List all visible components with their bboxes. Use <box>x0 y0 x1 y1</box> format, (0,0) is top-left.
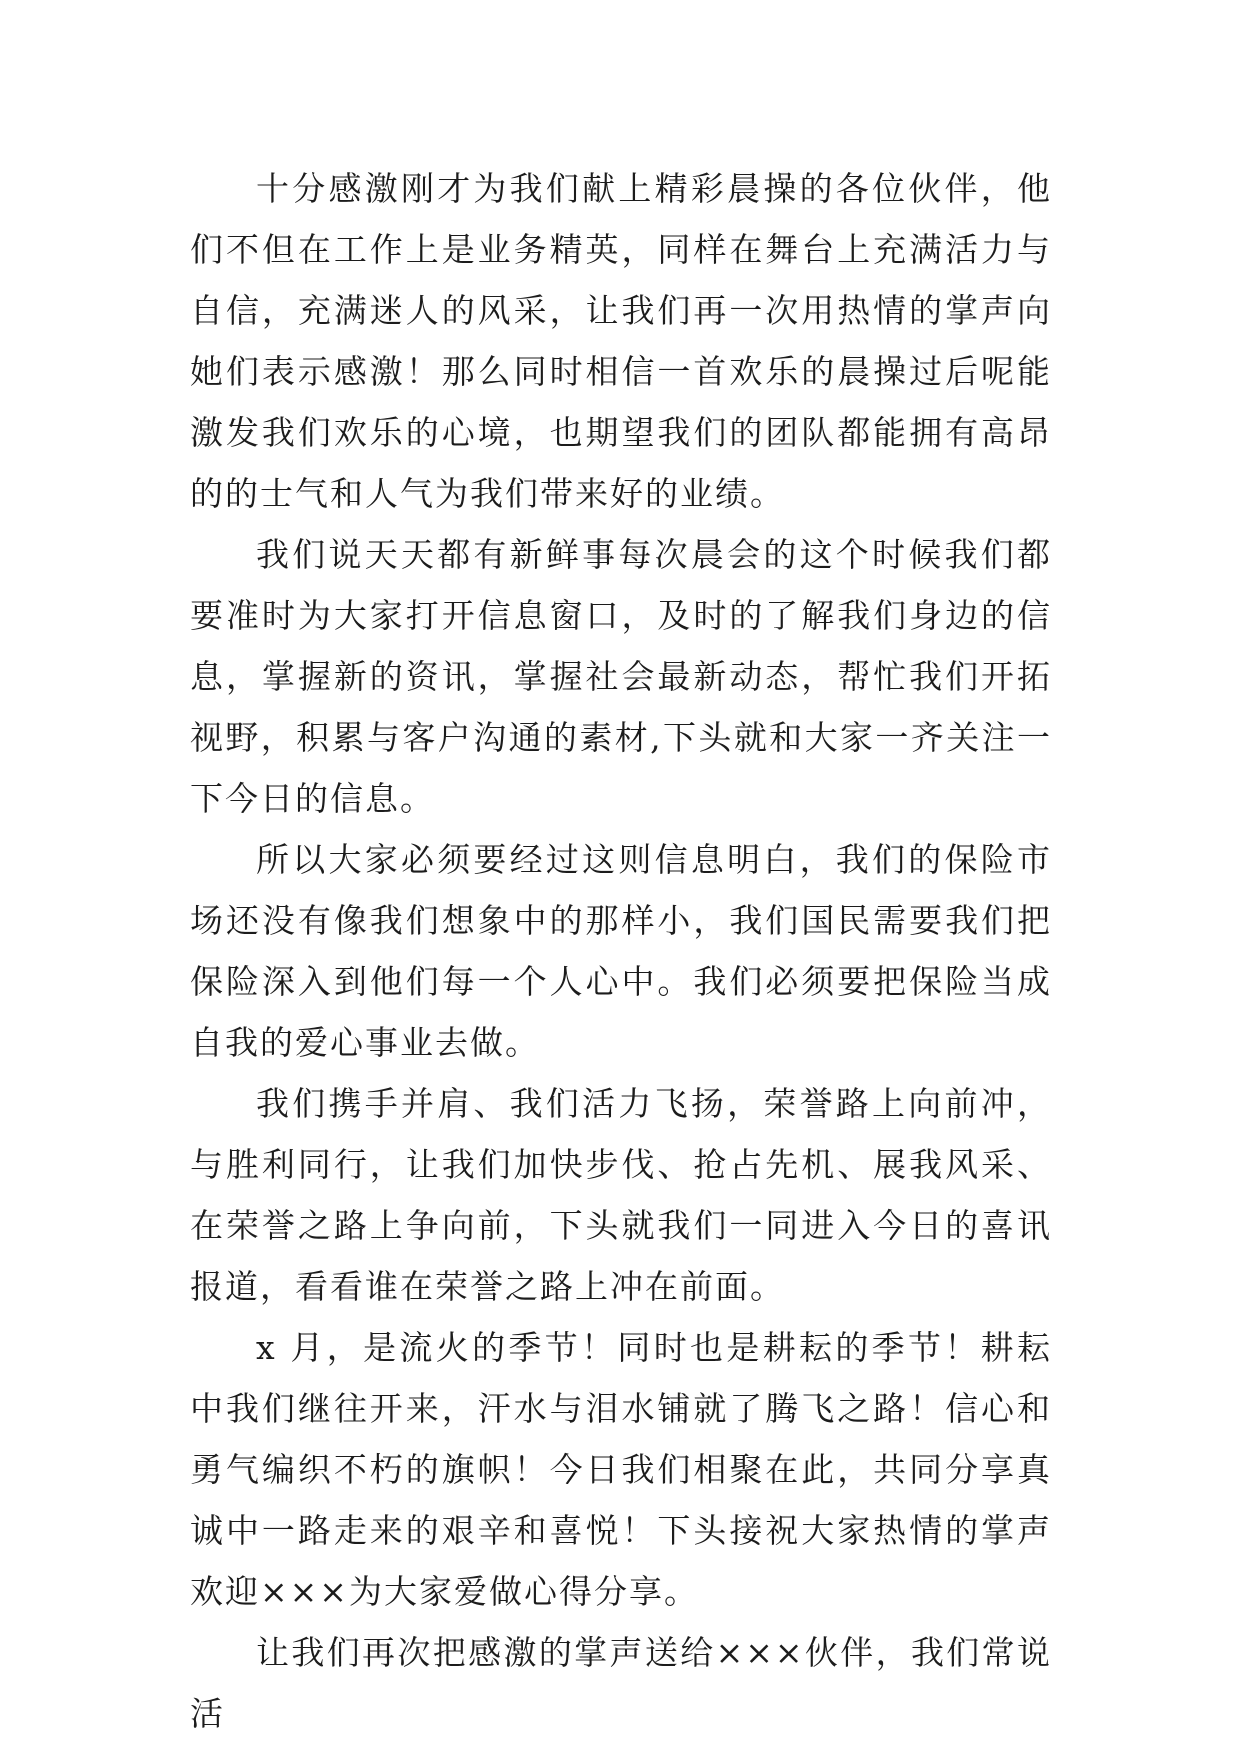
paragraph-1: 十分感激刚才为我们献上精彩晨操的各位伙伴，他们不但在工作上是业务精英，同样在舞台上充满活力与自信，充满迷人的风采，让我们再一次用热情的掌声向她们表示感激！那么同时相信一首欢乐的晨操过后呢能激发我们欢乐的心境，也期望我们的团队都能拥有高昂的的士气和人气为我们带来好的业绩。 <box>190 169 1052 513</box>
paragraph-6: 让我们再次把感激的掌声送给×××伙伴，我们常说活 <box>190 1633 1052 1733</box>
paragraph-4: 我们携手并肩、我们活力飞扬，荣誉路上向前冲，与胜利同行，让我们加快步伐、抢占先机、展我风采、在荣誉之路上争向前，下头就我们一同进入今日的喜讯报道，看看谁在荣誉之路上冲在前面。 <box>190 1084 1052 1306</box>
paragraph-3: 所以大家必须要经过这则信息明白，我们的保险市场还没有像我们想象中的那样小，我们国民需要我们把保险深入到他们每一个人心中。我们必须要把保险当成自我的爱心事业去做。 <box>190 840 1052 1062</box>
document-body <box>190 158 1052 1744</box>
paragraph-2: 我们说天天都有新鲜事每次晨会的这个时候我们都要准时为大家打开信息窗口，及时的了解我们身边的信息，掌握新的资讯，掌握社会最新动态，帮忙我们开拓视野，积累与客户沟通的素材,下头就和大家一齐关注一下今日的信息。 <box>190 535 1052 818</box>
paragraph-5: x 月，是流火的季节！同时也是耕耘的季节！耕耘中我们继往开来，汗水与泪水铺就了腾飞之路！信心和勇气编织不朽的旗帜！今日我们相聚在此，共同分享真诚中一路走来的艰辛和喜悦！下头接祝大家热情的掌声欢迎×××为大家爱做心得分享。 <box>190 1328 1052 1611</box>
